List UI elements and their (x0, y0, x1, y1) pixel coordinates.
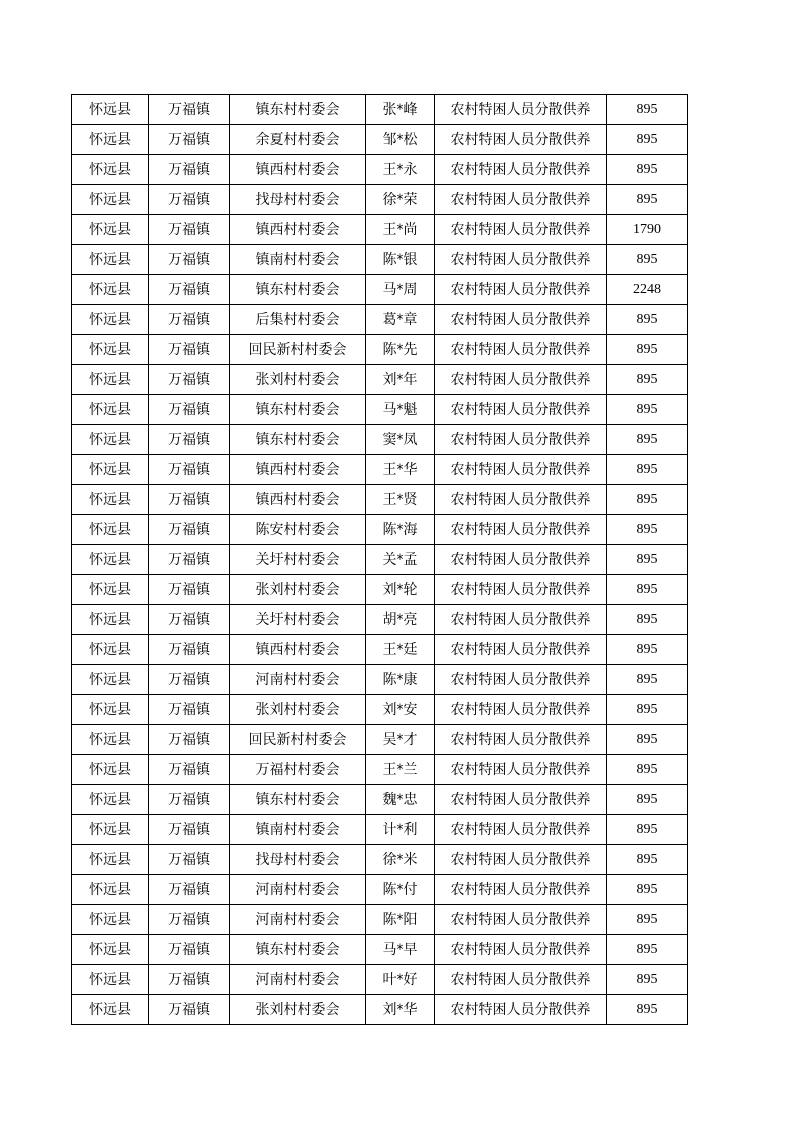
name-cell: 关*孟 (366, 545, 435, 575)
name-cell: 王*兰 (366, 755, 435, 785)
table-row (72, 725, 688, 755)
table-row (72, 95, 688, 125)
town-cell: 万福镇 (149, 395, 230, 425)
table-row (72, 815, 688, 845)
village-cell: 陈安村村委会 (230, 515, 366, 545)
county-cell: 怀远县 (72, 515, 149, 545)
name-cell: 张*峰 (366, 95, 435, 125)
town-cell: 万福镇 (149, 425, 230, 455)
village-cell: 张刘村村委会 (230, 365, 366, 395)
village-cell: 张刘村村委会 (230, 995, 366, 1025)
village-cell: 张刘村村委会 (230, 575, 366, 605)
county-cell: 怀远县 (72, 935, 149, 965)
table-row (72, 545, 688, 575)
amount-cell: 1790 (607, 215, 688, 245)
category-cell: 农村特困人员分散供养 (435, 545, 607, 575)
table-row (72, 965, 688, 995)
category-cell: 农村特困人员分散供养 (435, 755, 607, 785)
village-cell: 张刘村村委会 (230, 695, 366, 725)
amount-cell: 895 (607, 515, 688, 545)
village-cell: 回民新村村委会 (230, 725, 366, 755)
amount-cell: 895 (607, 335, 688, 365)
category-cell: 农村特困人员分散供养 (435, 485, 607, 515)
table-row (72, 875, 688, 905)
amount-cell: 895 (607, 635, 688, 665)
category-cell: 农村特困人员分散供养 (435, 365, 607, 395)
town-cell: 万福镇 (149, 845, 230, 875)
name-cell: 王*贤 (366, 485, 435, 515)
county-cell: 怀远县 (72, 455, 149, 485)
village-cell: 镇东村村委会 (230, 935, 366, 965)
amount-cell: 895 (607, 455, 688, 485)
county-cell: 怀远县 (72, 155, 149, 185)
category-cell: 农村特困人员分散供养 (435, 275, 607, 305)
name-cell: 王*华 (366, 455, 435, 485)
amount-cell: 895 (607, 305, 688, 335)
name-cell: 刘*轮 (366, 575, 435, 605)
county-cell: 怀远县 (72, 845, 149, 875)
category-cell: 农村特困人员分散供养 (435, 335, 607, 365)
village-cell: 河南村村委会 (230, 905, 366, 935)
town-cell: 万福镇 (149, 875, 230, 905)
village-cell: 镇东村村委会 (230, 425, 366, 455)
category-cell: 农村特困人员分散供养 (435, 635, 607, 665)
name-cell: 刘*华 (366, 995, 435, 1025)
town-cell: 万福镇 (149, 605, 230, 635)
name-cell: 吴*才 (366, 725, 435, 755)
county-cell: 怀远县 (72, 875, 149, 905)
amount-cell: 895 (607, 995, 688, 1025)
amount-cell: 895 (607, 725, 688, 755)
amount-cell: 895 (607, 245, 688, 275)
name-cell: 刘*安 (366, 695, 435, 725)
county-cell: 怀远县 (72, 635, 149, 665)
name-cell: 陈*康 (366, 665, 435, 695)
county-cell: 怀远县 (72, 575, 149, 605)
category-cell: 农村特困人员分散供养 (435, 875, 607, 905)
village-cell: 找母村村委会 (230, 185, 366, 215)
table-row (72, 245, 688, 275)
name-cell: 叶*好 (366, 965, 435, 995)
town-cell: 万福镇 (149, 575, 230, 605)
amount-cell: 895 (607, 485, 688, 515)
category-cell: 农村特困人员分散供养 (435, 695, 607, 725)
table-row (72, 365, 688, 395)
village-cell: 镇西村村委会 (230, 155, 366, 185)
name-cell: 王*永 (366, 155, 435, 185)
town-cell: 万福镇 (149, 305, 230, 335)
county-cell: 怀远县 (72, 125, 149, 155)
amount-cell: 895 (607, 575, 688, 605)
table-row (72, 905, 688, 935)
table-row (72, 455, 688, 485)
name-cell: 徐*荣 (366, 185, 435, 215)
village-cell: 河南村村委会 (230, 965, 366, 995)
county-cell: 怀远县 (72, 755, 149, 785)
table-row (72, 155, 688, 185)
village-cell: 河南村村委会 (230, 875, 366, 905)
town-cell: 万福镇 (149, 815, 230, 845)
amount-cell: 895 (607, 935, 688, 965)
amount-cell: 895 (607, 545, 688, 575)
village-cell: 镇东村村委会 (230, 95, 366, 125)
amount-cell: 895 (607, 875, 688, 905)
category-cell: 农村特困人员分散供养 (435, 995, 607, 1025)
beneficiary-table-body (72, 95, 688, 1025)
town-cell: 万福镇 (149, 515, 230, 545)
name-cell: 计*利 (366, 815, 435, 845)
village-cell: 镇东村村委会 (230, 275, 366, 305)
category-cell: 农村特困人员分散供养 (435, 575, 607, 605)
table-row (72, 425, 688, 455)
table-row (72, 395, 688, 425)
county-cell: 怀远县 (72, 725, 149, 755)
table-row (72, 665, 688, 695)
amount-cell: 895 (607, 755, 688, 785)
county-cell: 怀远县 (72, 485, 149, 515)
town-cell: 万福镇 (149, 185, 230, 215)
table-row (72, 515, 688, 545)
county-cell: 怀远县 (72, 185, 149, 215)
village-cell: 镇西村村委会 (230, 215, 366, 245)
county-cell: 怀远县 (72, 545, 149, 575)
amount-cell: 895 (607, 365, 688, 395)
village-cell: 后集村村委会 (230, 305, 366, 335)
name-cell: 王*廷 (366, 635, 435, 665)
category-cell: 农村特困人员分散供养 (435, 125, 607, 155)
table-row (72, 305, 688, 335)
category-cell: 农村特困人员分散供养 (435, 155, 607, 185)
town-cell: 万福镇 (149, 725, 230, 755)
name-cell: 陈*银 (366, 245, 435, 275)
name-cell: 陈*阳 (366, 905, 435, 935)
beneficiary-table (71, 94, 688, 1025)
table-row (72, 695, 688, 725)
town-cell: 万福镇 (149, 935, 230, 965)
village-cell: 镇东村村委会 (230, 395, 366, 425)
village-cell: 镇西村村委会 (230, 485, 366, 515)
town-cell: 万福镇 (149, 695, 230, 725)
village-cell: 镇西村村委会 (230, 635, 366, 665)
category-cell: 农村特困人员分散供养 (435, 665, 607, 695)
category-cell: 农村特困人员分散供养 (435, 515, 607, 545)
name-cell: 马*魁 (366, 395, 435, 425)
county-cell: 怀远县 (72, 965, 149, 995)
amount-cell: 895 (607, 605, 688, 635)
category-cell: 农村特困人员分散供养 (435, 965, 607, 995)
town-cell: 万福镇 (149, 95, 230, 125)
name-cell: 陈*海 (366, 515, 435, 545)
table-row (72, 845, 688, 875)
table-row (72, 995, 688, 1025)
name-cell: 魏*忠 (366, 785, 435, 815)
name-cell: 徐*米 (366, 845, 435, 875)
name-cell: 葛*章 (366, 305, 435, 335)
name-cell: 王*尚 (366, 215, 435, 245)
village-cell: 回民新村村委会 (230, 335, 366, 365)
town-cell: 万福镇 (149, 245, 230, 275)
village-cell: 镇南村村委会 (230, 245, 366, 275)
amount-cell: 895 (607, 965, 688, 995)
county-cell: 怀远县 (72, 305, 149, 335)
category-cell: 农村特困人员分散供养 (435, 845, 607, 875)
town-cell: 万福镇 (149, 365, 230, 395)
category-cell: 农村特困人员分散供养 (435, 605, 607, 635)
category-cell: 农村特困人员分散供养 (435, 725, 607, 755)
county-cell: 怀远县 (72, 335, 149, 365)
amount-cell: 895 (607, 785, 688, 815)
table-row (72, 755, 688, 785)
name-cell: 刘*年 (366, 365, 435, 395)
table-row (72, 635, 688, 665)
amount-cell: 895 (607, 425, 688, 455)
town-cell: 万福镇 (149, 155, 230, 185)
town-cell: 万福镇 (149, 665, 230, 695)
table-row (72, 215, 688, 245)
village-cell: 镇西村村委会 (230, 455, 366, 485)
county-cell: 怀远县 (72, 785, 149, 815)
town-cell: 万福镇 (149, 335, 230, 365)
name-cell: 马*早 (366, 935, 435, 965)
amount-cell: 895 (607, 185, 688, 215)
town-cell: 万福镇 (149, 965, 230, 995)
name-cell: 邹*松 (366, 125, 435, 155)
town-cell: 万福镇 (149, 455, 230, 485)
county-cell: 怀远县 (72, 905, 149, 935)
town-cell: 万福镇 (149, 635, 230, 665)
village-cell: 镇东村村委会 (230, 785, 366, 815)
town-cell: 万福镇 (149, 995, 230, 1025)
village-cell: 万福村村委会 (230, 755, 366, 785)
town-cell: 万福镇 (149, 755, 230, 785)
table-row (72, 275, 688, 305)
category-cell: 农村特困人员分散供养 (435, 395, 607, 425)
amount-cell: 895 (607, 395, 688, 425)
village-cell: 河南村村委会 (230, 665, 366, 695)
category-cell: 农村特困人员分散供养 (435, 305, 607, 335)
category-cell: 农村特困人员分散供养 (435, 785, 607, 815)
village-cell: 余夏村村委会 (230, 125, 366, 155)
county-cell: 怀远县 (72, 365, 149, 395)
county-cell: 怀远县 (72, 95, 149, 125)
table-row (72, 185, 688, 215)
table-row (72, 785, 688, 815)
amount-cell: 2248 (607, 275, 688, 305)
town-cell: 万福镇 (149, 125, 230, 155)
town-cell: 万福镇 (149, 785, 230, 815)
amount-cell: 895 (607, 845, 688, 875)
amount-cell: 895 (607, 155, 688, 185)
amount-cell: 895 (607, 95, 688, 125)
county-cell: 怀远县 (72, 815, 149, 845)
name-cell: 窦*凤 (366, 425, 435, 455)
county-cell: 怀远县 (72, 665, 149, 695)
category-cell: 农村特困人员分散供养 (435, 185, 607, 215)
category-cell: 农村特困人员分散供养 (435, 455, 607, 485)
county-cell: 怀远县 (72, 395, 149, 425)
amount-cell: 895 (607, 125, 688, 155)
category-cell: 农村特困人员分散供养 (435, 95, 607, 125)
category-cell: 农村特困人员分散供养 (435, 905, 607, 935)
table-row (72, 335, 688, 365)
village-cell: 关圩村村委会 (230, 605, 366, 635)
category-cell: 农村特困人员分散供养 (435, 935, 607, 965)
county-cell: 怀远县 (72, 215, 149, 245)
county-cell: 怀远县 (72, 275, 149, 305)
table-row (72, 485, 688, 515)
village-cell: 找母村村委会 (230, 845, 366, 875)
name-cell: 马*周 (366, 275, 435, 305)
town-cell: 万福镇 (149, 905, 230, 935)
table-row (72, 125, 688, 155)
category-cell: 农村特困人员分散供养 (435, 815, 607, 845)
amount-cell: 895 (607, 815, 688, 845)
town-cell: 万福镇 (149, 215, 230, 245)
category-cell: 农村特困人员分散供养 (435, 245, 607, 275)
category-cell: 农村特困人员分散供养 (435, 215, 607, 245)
name-cell: 陈*付 (366, 875, 435, 905)
town-cell: 万福镇 (149, 545, 230, 575)
county-cell: 怀远县 (72, 245, 149, 275)
name-cell: 陈*先 (366, 335, 435, 365)
amount-cell: 895 (607, 695, 688, 725)
category-cell: 农村特困人员分散供养 (435, 425, 607, 455)
county-cell: 怀远县 (72, 695, 149, 725)
village-cell: 关圩村村委会 (230, 545, 366, 575)
village-cell: 镇南村村委会 (230, 815, 366, 845)
table-row (72, 935, 688, 965)
table-row (72, 605, 688, 635)
county-cell: 怀远县 (72, 605, 149, 635)
county-cell: 怀远县 (72, 995, 149, 1025)
town-cell: 万福镇 (149, 275, 230, 305)
name-cell: 胡*亮 (366, 605, 435, 635)
table-row (72, 575, 688, 605)
town-cell: 万福镇 (149, 485, 230, 515)
amount-cell: 895 (607, 665, 688, 695)
county-cell: 怀远县 (72, 425, 149, 455)
amount-cell: 895 (607, 905, 688, 935)
